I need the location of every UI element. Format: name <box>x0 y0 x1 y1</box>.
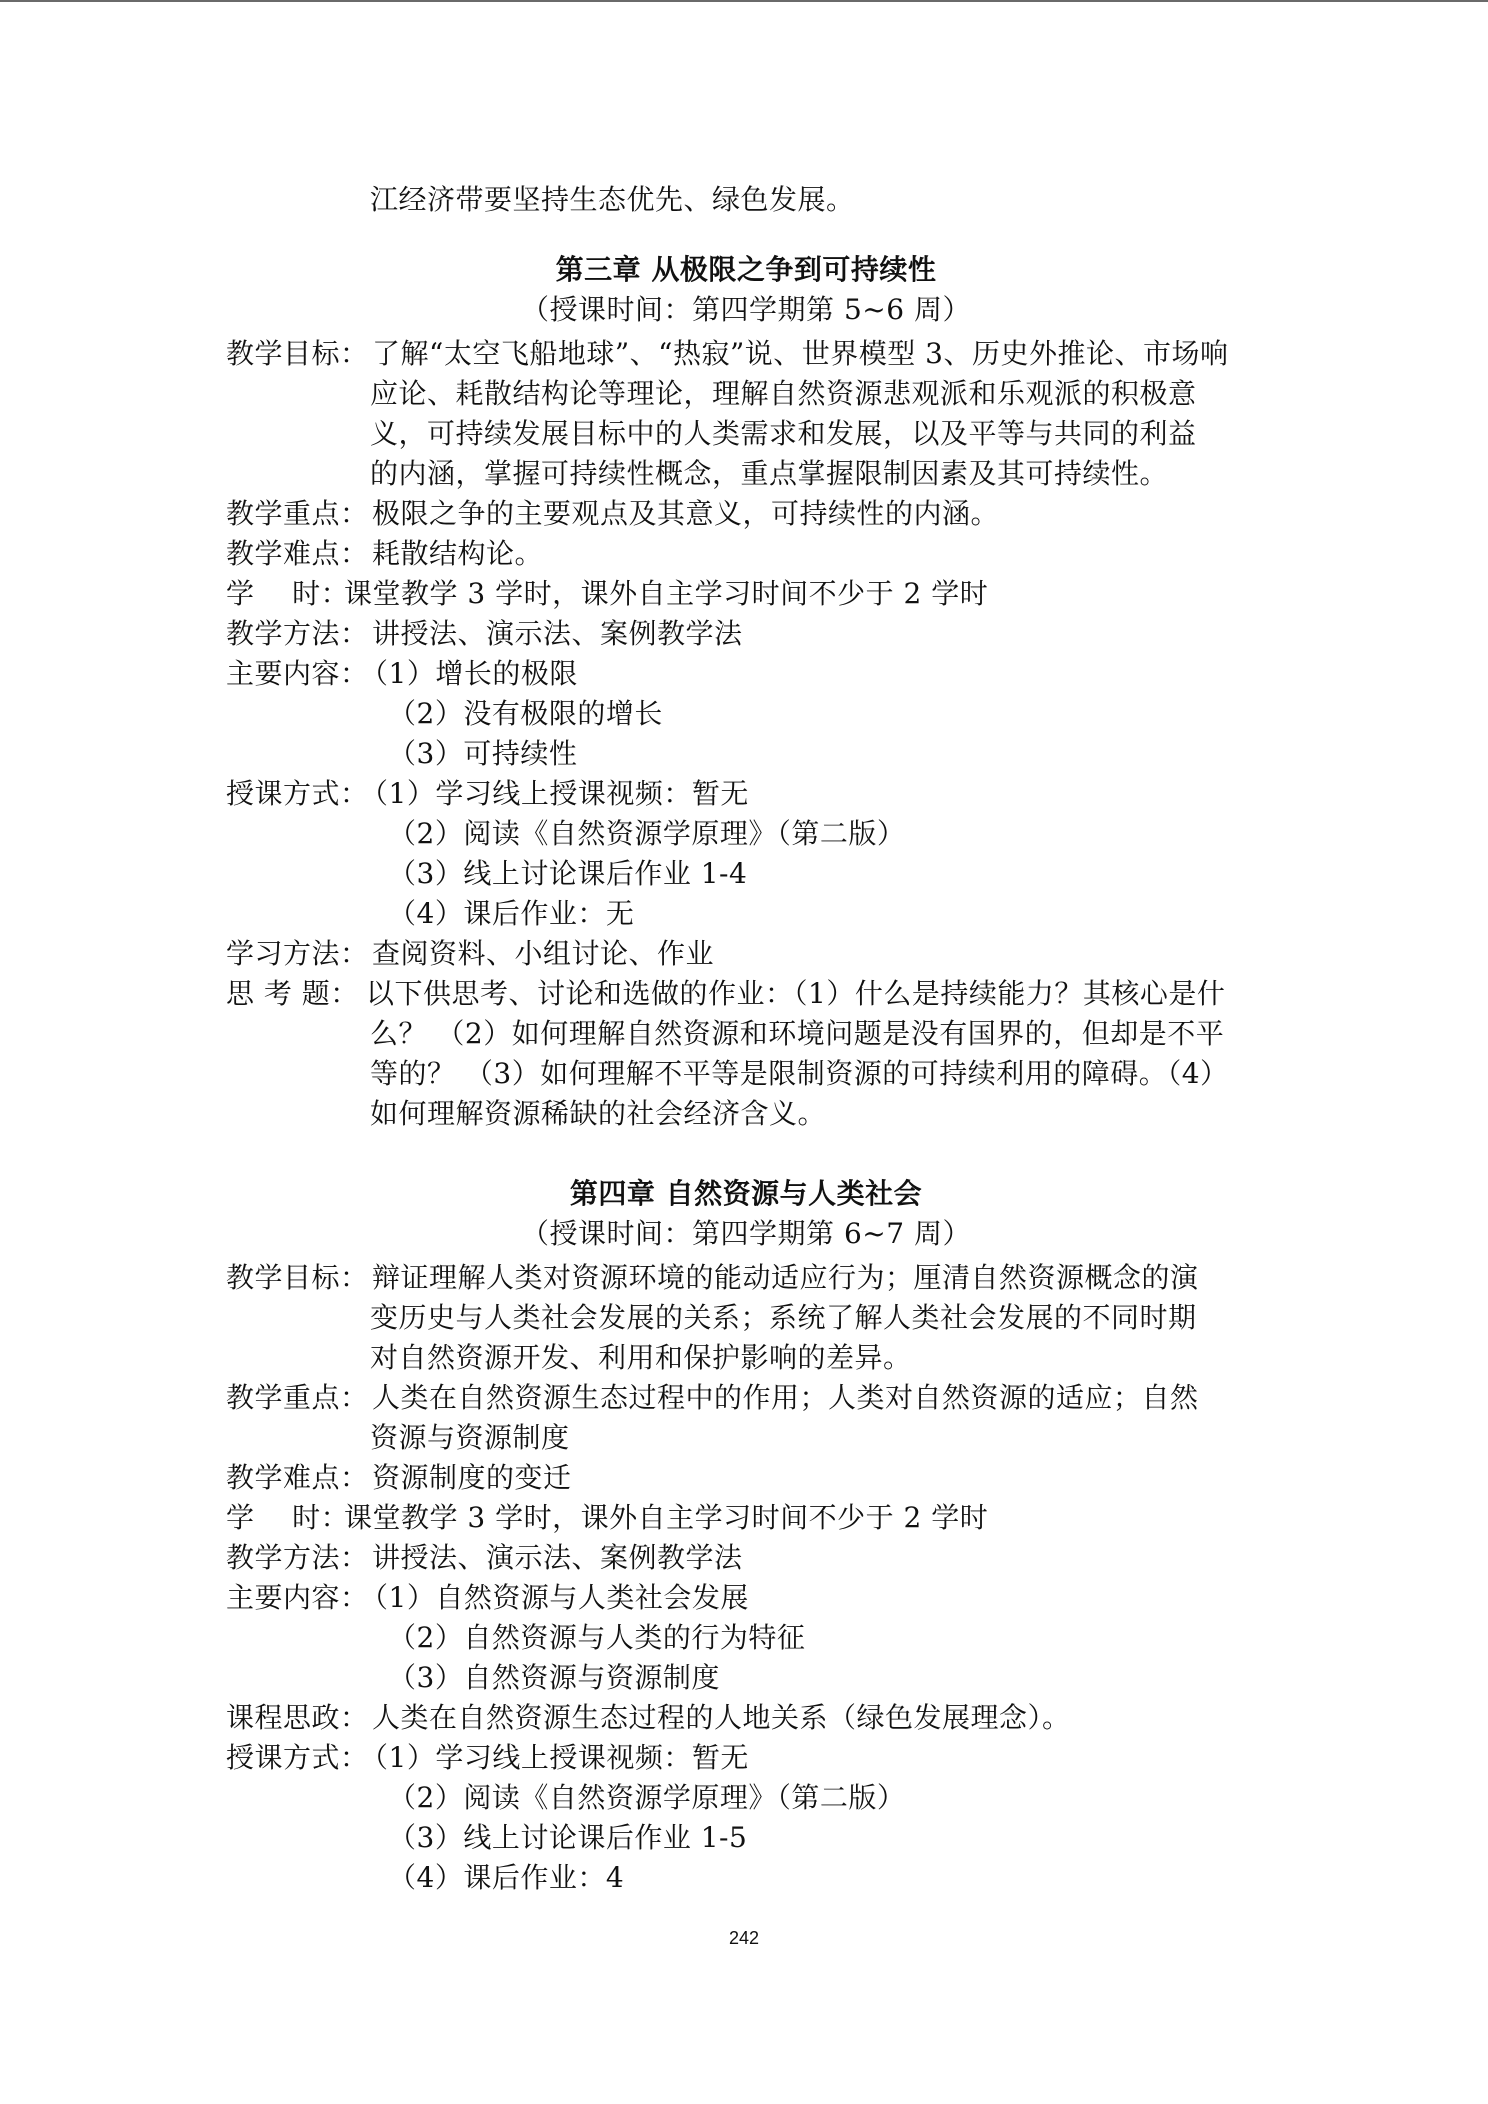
ch4-content-item-3: （3）自然资源与资源制度 <box>388 1661 720 1694</box>
ch3-hours-label: 学 时： <box>226 577 350 610</box>
ch4-goal-label: 教学目标： <box>226 1261 369 1294</box>
ch4-key-line-2: 资源与资源制度 <box>370 1421 570 1454</box>
ch4-diff: 资源制度的变迁 <box>372 1461 572 1494</box>
ch3-think-line-3: 等的？ （3）如何理解不平等是限制资源的可持续利用的障碍。（4） <box>370 1057 1229 1090</box>
ch3-content-item-2: （2）没有极限的增长 <box>388 697 663 730</box>
ch4-content-label: 主要内容： <box>226 1581 369 1614</box>
ch3-hours: 课堂教学 3 学时，课外自主学习时间不少于 2 学时 <box>344 577 989 610</box>
ch3-method-label: 教学方法： <box>226 617 369 650</box>
chapter-4-title: 第四章 自然资源与人类社会 <box>569 1177 923 1210</box>
ch4-hours-label: 学 时： <box>226 1501 350 1534</box>
ch4-key-label: 教学重点： <box>226 1381 369 1414</box>
ch3-diff: 耗散结构论。 <box>372 537 544 570</box>
ch3-content-item-1: （1）增长的极限 <box>360 657 578 690</box>
ch4-ideo: 人类在自然资源生态过程的人地关系（绿色发展理念）。 <box>372 1701 1071 1734</box>
ch4-mode-label: 授课方式： <box>226 1741 369 1774</box>
ch4-goal-line-3: 对自然资源开发、利用和保护影响的差异。 <box>370 1341 912 1374</box>
chapter-3-time: （授课时间：第四学期第 5~6 周） <box>521 293 971 326</box>
ch3-key: 极限之争的主要观点及其意义，可持续性的内涵。 <box>372 497 1000 530</box>
ch3-study: 查阅资料、小组讨论、作业 <box>372 937 715 970</box>
ch3-goal-line-2: 应论、耗散结构论等理论，理解自然资源悲观派和乐观派的积极意 <box>370 377 1197 410</box>
ch3-think-line-4: 如何理解资源稀缺的社会经济含义。 <box>370 1097 827 1130</box>
ch3-goal-line-4: 的内涵，掌握可持续性概念，重点掌握限制因素及其可持续性。 <box>370 457 1169 490</box>
intro-line: 江经济带要坚持生态优先、绿色发展。 <box>370 183 855 216</box>
ch3-content-label: 主要内容： <box>226 657 369 690</box>
ch4-ideo-label: 课程思政： <box>226 1701 369 1734</box>
ch4-hours: 课堂教学 3 学时，课外自主学习时间不少于 2 学时 <box>344 1501 989 1534</box>
ch3-mode-item-2: （2）阅读《自然资源学原理》（第二版） <box>388 817 906 850</box>
ch4-mode-item-3: （3）线上讨论课后作业 1-5 <box>388 1821 748 1854</box>
ch3-diff-label: 教学难点： <box>226 537 369 570</box>
ch3-think-label: 思 考 题： <box>226 977 359 1010</box>
ch4-mode-item-4: （4）课后作业：4 <box>388 1861 625 1894</box>
ch3-goal-line-1: 了解“太空飞船地球”、“热寂”说、世界模型 3、历史外推论、市场响 <box>372 337 1229 370</box>
ch4-method: 讲授法、演示法、案例教学法 <box>372 1541 743 1574</box>
ch4-diff-label: 教学难点： <box>226 1461 369 1494</box>
ch3-goal-label: 教学目标： <box>226 337 369 370</box>
ch3-mode-item-1: （1）学习线上授课视频：暂无 <box>360 777 749 810</box>
ch3-content-item-3: （3）可持续性 <box>388 737 578 770</box>
ch4-goal-line-2: 变历史与人类社会发展的关系；系统了解人类社会发展的不同时期 <box>370 1301 1197 1334</box>
ch4-goal-line-1: 辩证理解人类对资源环境的能动适应行为；厘清自然资源概念的演 <box>372 1261 1199 1294</box>
ch3-mode-item-4: （4）课后作业：无 <box>388 897 635 930</box>
ch4-mode-item-2: （2）阅读《自然资源学原理》（第二版） <box>388 1781 906 1814</box>
ch3-method: 讲授法、演示法、案例教学法 <box>372 617 743 650</box>
ch4-content-item-2: （2）自然资源与人类的行为特征 <box>388 1621 806 1654</box>
ch3-goal-line-3: 义，可持续发展目标中的人类需求和发展，以及平等与共同的利益 <box>370 417 1197 450</box>
ch4-key-line-1: 人类在自然资源生态过程中的作用；人类对自然资源的适应；自然 <box>372 1381 1199 1414</box>
ch3-mode-item-3: （3）线上讨论课后作业 1-4 <box>388 857 748 890</box>
ch3-think-line-2: 么？ （2）如何理解自然资源和环境问题是没有国界的，但却是不平 <box>370 1017 1225 1050</box>
ch3-think-line-1: 以下供思考、讨论和选做的作业：（1）什么是持续能力？其核心是什 <box>366 977 1226 1010</box>
ch4-method-label: 教学方法： <box>226 1541 369 1574</box>
ch4-content-item-1: （1）自然资源与人类社会发展 <box>360 1581 749 1614</box>
page-number: 242 <box>728 1928 760 1948</box>
ch3-key-label: 教学重点： <box>226 497 369 530</box>
ch3-study-label: 学习方法： <box>226 937 369 970</box>
chapter-3-title: 第三章 从极限之争到可持续性 <box>555 253 937 286</box>
ch3-mode-label: 授课方式： <box>226 777 369 810</box>
chapter-4-time: （授课时间：第四学期第 6~7 周） <box>521 1217 971 1250</box>
ch4-mode-item-1: （1）学习线上授课视频：暂无 <box>360 1741 749 1774</box>
